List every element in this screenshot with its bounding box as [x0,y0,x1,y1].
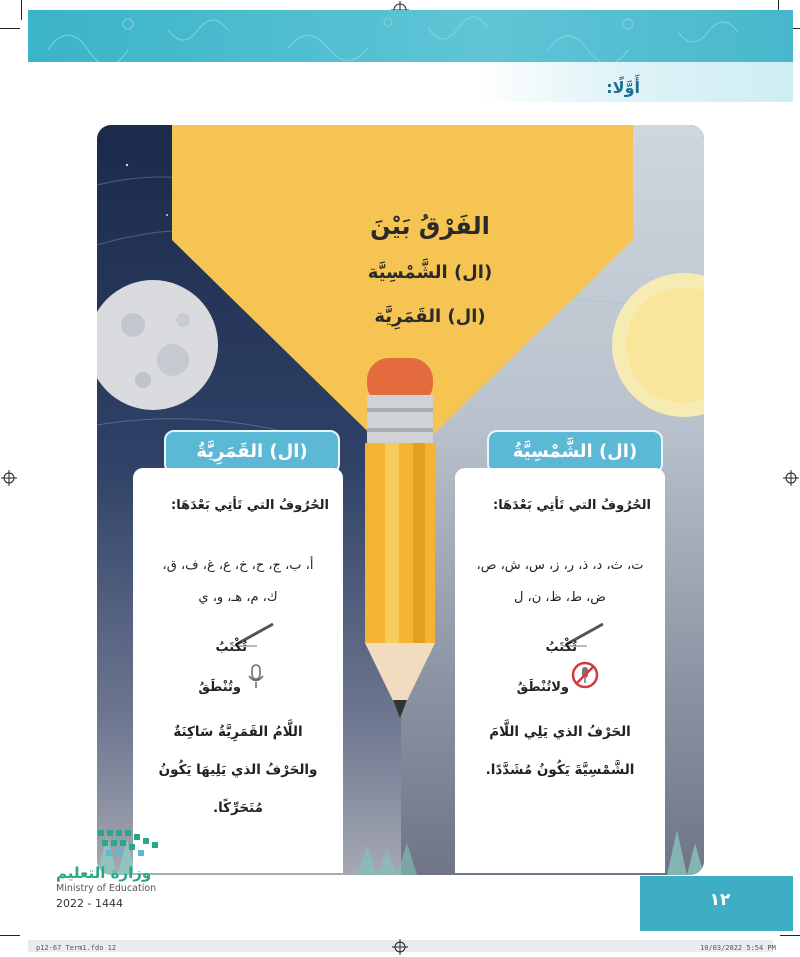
card-heading: الحُرُوفُ التي تَأتِي بَعْدَهَا: [493,498,651,513]
section-label: أَوَّلًا: [606,78,640,97]
spoken-label: ولاتُنْطَقُ [516,680,569,695]
card-qamariya [133,468,343,873]
letters-line: ت، ث، د، ذ، ر، ز، س، ش، ص، [476,558,644,573]
top-banner [28,10,793,62]
written-label: تُكْتَبُ [545,640,577,655]
no-microphone-icon [570,660,600,690]
crop-mark [0,28,20,29]
slug-timestamp: 10/03/2022 5:54 PM [700,944,776,952]
spoken-label: وتُنْطَقُ [198,680,241,695]
pencil-icon [355,350,445,730]
ministry-name-ar: وزارة التعليم [56,864,152,882]
title-qamariya: (ال) القَمَرِيَّة [374,306,486,327]
card-shamsiya [455,468,665,873]
page-number: ١٢ [709,890,731,910]
written-label: تُكْتَبُ [215,640,247,655]
microphone-icon [247,664,265,690]
rule-line: مُتَحَرِّكًا. [212,800,264,816]
card-heading: الحُرُوفُ التي تَأتِي بَعْدَهَا: [171,498,329,513]
registration-mark-icon [392,939,408,955]
letters-line: أ، ب، ج، ح، خ، ع، غ، ف، ق، [162,558,314,573]
registration-mark-icon [783,470,799,486]
crop-mark [0,935,20,936]
title-shamsiya: (ال) الشَّمْسِيَّة [367,262,493,283]
ministry-logo-icon [98,826,168,862]
crop-mark [780,935,800,936]
rule-line: الحَرْفُ الذي يَلِي اللَّامَ [489,724,631,740]
tab-shamsiya: (ال) الشَّمْسِيَّةُ [487,430,663,474]
rule-line: الشَّمْسِيَّةَ يَكُونُ مُشَدَّدًا. [485,762,635,778]
rule-line: اللَّامُ القَمَرِيَّةُ سَاكِنَةٌ [173,724,303,740]
tab-qamariya: (ال) القَمَرِيَّةُ [164,430,340,474]
rule-line: والحَرْفُ الذي يَلِيهَا يَكُونُ [158,762,318,778]
slug-file: p12-67 Term1.fdo 12 [36,944,117,952]
ministry-name-en: Ministry of Education [56,883,157,894]
edition-year: 2022 - 1444 [56,897,123,910]
title-main: الفَرْقُ بَيْنَ [370,212,490,240]
crop-mark [21,0,22,20]
section-bar [0,62,793,102]
banner-pattern-icon [28,10,793,62]
letters-line: ض، ط، ظ، ن، ل [513,590,607,605]
registration-mark-icon [1,470,17,486]
letters-line: ك، م، هـ، و، ي [198,590,278,605]
